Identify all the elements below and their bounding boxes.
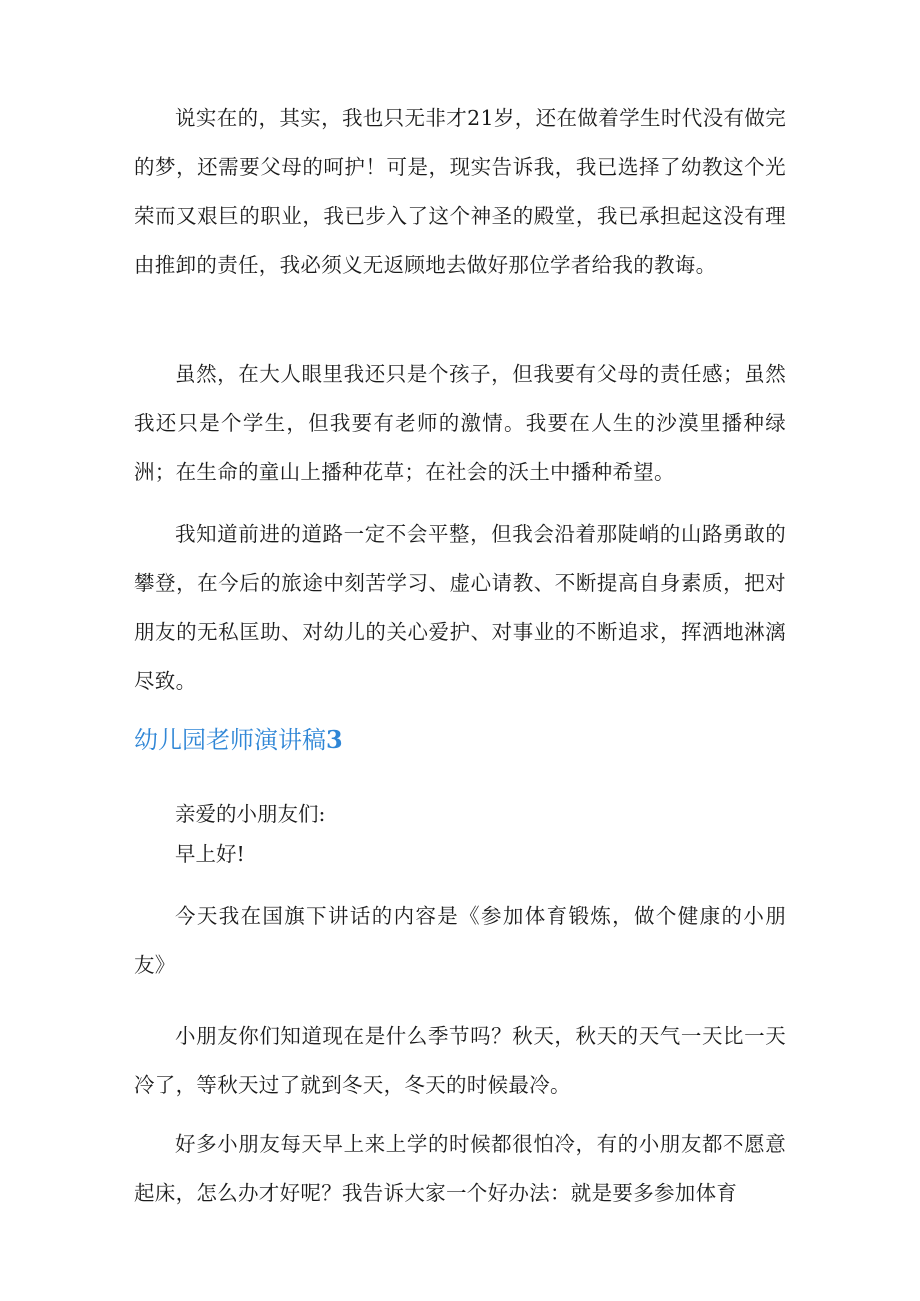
paragraph-road-ahead: 我知道前进的道路一定不会平整，但我会沿着那陡峭的山路勇敢的攀登，在今后的旅途中刻苦学习、虚心请教、不断提高自身素质，把对朋友的无私匡助、对幼儿的关心爱护、对事业的不断追求，挥洒地淋漓尽致。 [134,522,786,693]
section-number: 3 [326,725,343,754]
paragraph-speech-topic: 今天我在国旗下讲话的内容是《参加体育锻炼，做个健康的小朋友》 [134,904,786,977]
paragraph-season: 小朋友你们知道现在是什么季节吗？秋天，秋天的天气一天比一天冷了，等秋天过了就到冬天，冬天的时候最冷。 [134,1024,786,1097]
paragraph-responsibility: 虽然，在大人眼里我还只是个孩子，但我要有父母的责任感；虽然我还只是个学生，但我要有老师的激情。我要在人生的沙漠里播种绿洲；在生命的童山上播种花草；在社会的沃土中播种希望。 [134,362,786,484]
greeting-line: 亲爱的小朋友们: [175,802,326,826]
section-title [134,718,343,762]
paragraph-age: 说实在的，其实，我也只无非才21岁，还在做着学生时代没有做完的梦，还需要父母的呵护！可是，现实告诉我，我已选择了幼教这个光荣而又艰巨的职业，我已步入了这个神圣的殿堂，我已承担起这没有理由推卸的责任，我必须义无返顾地去做好那位学者给我的教诲。 [134,106,786,277]
greeting-line-2: 早上好! [175,842,245,866]
section-title-text: 幼儿园老师演讲稿 [134,726,326,754]
paragraph-cold-morning: 好多小朋友每天早上来上学的时候都很怕冷，有的小朋友都不愿意起床，怎么办才好呢？我告诉大家一个好办法：就是要多参加体育 [134,1132,786,1205]
